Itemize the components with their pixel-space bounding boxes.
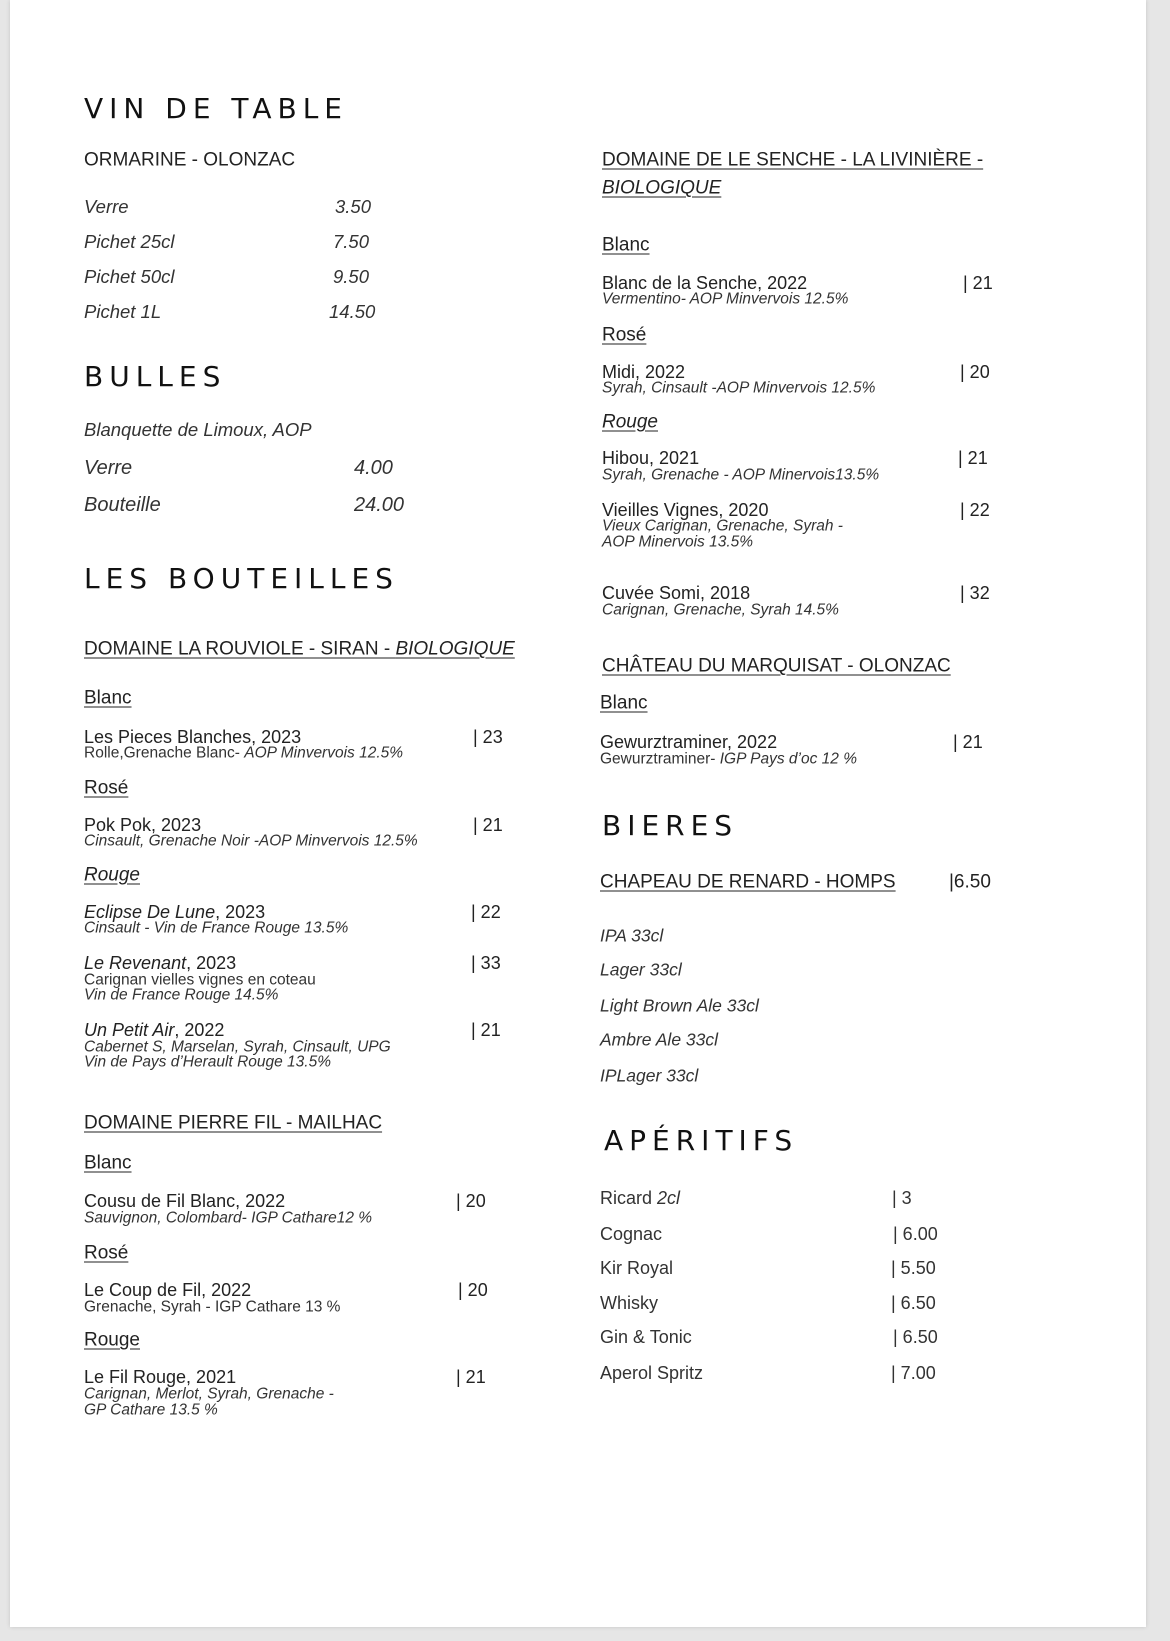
aperitif-price: | 5.50 xyxy=(891,1258,936,1278)
organic-tag: BIOLOGIQUE xyxy=(395,638,515,660)
serving-label: Verre xyxy=(84,457,133,479)
wine-name: Gewurztraminer, 2022 xyxy=(600,732,778,752)
wine-price: | 23 xyxy=(473,727,503,747)
wine-name: Blanc de la Senche, 2022 xyxy=(602,273,808,293)
wine-details: Vin de Pays d’Herault Rouge 13.5% xyxy=(84,1053,332,1071)
serving-price: 24.00 xyxy=(354,494,405,516)
wine-name xyxy=(84,954,236,972)
category-blanc: Blanc xyxy=(84,687,132,709)
beer-item: IPA 33cl xyxy=(600,925,664,946)
appellation: AOP Minvervois 12.5% xyxy=(244,744,404,762)
wine-price: | 22 xyxy=(960,500,990,520)
wine-details: Carignan, Grenache, Syrah 14.5% xyxy=(602,601,839,619)
wine-details: Cinsault - Vin de France Rouge 13.5% xyxy=(84,919,349,937)
wine-vintage: , 2022 xyxy=(174,1020,225,1040)
wine-price: | 20 xyxy=(458,1280,488,1300)
aperitif-price: | 7.00 xyxy=(891,1363,936,1383)
wine-price: | 21 xyxy=(456,1367,486,1387)
serving-label: Pichet 50cl xyxy=(84,265,175,287)
wine-name: Blanquette de Limoux, AOP xyxy=(84,418,312,440)
wine-price: | 22 xyxy=(471,902,501,922)
aperitif-label: Whisky xyxy=(600,1293,658,1313)
serving-label: Verre xyxy=(84,195,129,217)
aperitif-label: Kir Royal xyxy=(600,1258,674,1278)
wine-details: Syrah, Grenache - AOP Minervois13.5% xyxy=(602,466,880,484)
aperitif-label: Aperol Spritz xyxy=(600,1363,704,1383)
grapes: Gewurztraminer- xyxy=(600,750,720,768)
wine-name: Les Pieces Blanches, 2023 xyxy=(84,727,302,747)
beer-item: IPLager 33cl xyxy=(600,1065,699,1086)
wine-vintage: , 2023 xyxy=(215,902,266,922)
wine-name: Pok Pok, 2023 xyxy=(84,815,202,835)
beer-item: Light Brown Ale 33cl xyxy=(600,995,759,1016)
serving-label: Pichet 1L xyxy=(84,300,162,322)
wine-name: Cousu de Fil Blanc, 2022 xyxy=(84,1191,286,1211)
wine-details: Syrah, Cinsault -AOP Minvervois 12.5% xyxy=(602,379,876,397)
section-title-aperitifs: APÉRITIFS xyxy=(604,1124,799,1157)
wine-name: Le Coup de Fil, 2022 xyxy=(84,1280,252,1300)
grapes: Rolle,Grenache Blanc- xyxy=(84,744,245,762)
wine-title: Un Petit Air xyxy=(84,1020,175,1040)
aperitif-label: Gin & Tonic xyxy=(600,1327,692,1347)
aperitif-label: Ricard xyxy=(600,1188,658,1208)
aperitif-price: | 6.00 xyxy=(893,1224,938,1244)
appellation: IGP Pays d’oc 12 % xyxy=(719,750,857,768)
serving-price: 9.50 xyxy=(333,265,370,287)
domain-name: DOMAINE LA ROUVIOLE - SIRAN - xyxy=(84,638,396,660)
section-title-vin-de-table: VIN DE TABLE xyxy=(84,92,348,125)
section-title-bulles: BULLES xyxy=(84,360,227,393)
serving-price: 4.00 xyxy=(354,457,393,479)
wine-price: | 21 xyxy=(471,1020,501,1040)
wine-price: | 33 xyxy=(471,953,501,973)
aperitif-price: | 3 xyxy=(892,1188,912,1208)
beer-price: |6.50 xyxy=(949,871,991,893)
category-rouge: Rouge xyxy=(84,1329,140,1351)
wine-details xyxy=(600,751,857,767)
serving-label: Pichet 25cl xyxy=(84,230,175,252)
wine-name: Midi, 2022 xyxy=(602,362,686,382)
aperitif-price: | 6.50 xyxy=(891,1293,936,1313)
wine-details: Sauvignon, Colombard- IGP Cathare12 % xyxy=(84,1209,373,1227)
domain-heading-pierre-fil: DOMAINE PIERRE FIL - MAILHAC xyxy=(84,1112,383,1134)
wine-price: | 21 xyxy=(953,732,983,752)
wine-vintage: , 2023 xyxy=(186,953,237,973)
wine-name: Cuvée Somi, 2018 xyxy=(602,583,751,603)
aperitif-price: | 6.50 xyxy=(893,1327,938,1347)
wine-details: Cabernet S, Marselan, Syrah, Cinsault, UPG xyxy=(84,1038,391,1056)
category-blanc: Blanc xyxy=(84,1152,132,1174)
wine-name: Hibou, 2021 xyxy=(602,448,700,468)
aperitif-item xyxy=(600,1189,680,1207)
wine-details: GP Cathare 13.5 % xyxy=(84,1401,218,1419)
wine-details xyxy=(84,745,403,761)
serving-price: 7.50 xyxy=(333,230,370,252)
category-rose: Rosé xyxy=(84,777,129,799)
domain-heading-rouviole xyxy=(84,640,515,659)
section-title-bieres: BIERES xyxy=(602,809,739,842)
aperitif-label: Cognac xyxy=(600,1224,663,1244)
producer-name: ORMARINE - OLONZAC xyxy=(84,149,296,171)
wine-price: | 20 xyxy=(960,362,990,382)
wine-name: Le Fil Rouge, 2021 xyxy=(84,1367,237,1387)
wine-details: AOP Minervois 13.5% xyxy=(602,533,754,551)
wine-details: Cinsault, Grenache Noir -AOP Minvervois 12.5% xyxy=(84,832,418,850)
section-title-bouteilles: LES BOUTEILLES xyxy=(84,562,399,595)
brewery-name: CHAPEAU DE RENARD - HOMPS xyxy=(600,871,896,893)
category-rouge: Rouge xyxy=(84,864,140,886)
category-rose: Rosé xyxy=(602,324,647,346)
serving-price: 3.50 xyxy=(335,195,372,217)
beer-item: Ambre Ale 33cl xyxy=(600,1029,719,1050)
wine-price: | 21 xyxy=(963,273,993,293)
beer-item: Lager 33cl xyxy=(600,959,682,980)
category-rose: Rosé xyxy=(84,1242,129,1264)
wine-price: | 21 xyxy=(958,448,988,468)
wine-name xyxy=(84,1021,224,1039)
wine-price: | 32 xyxy=(960,583,990,603)
wine-price: | 21 xyxy=(473,815,503,835)
wine-title: Eclipse De Lune xyxy=(84,902,216,922)
domain-heading-marquisat: CHÂTEAU DU MARQUISAT - OLONZAC xyxy=(602,655,951,677)
wine-title: Le Revenant xyxy=(84,953,187,973)
domain-heading-senche: DOMAINE DE LE SENCHE - LA LIVINIÈRE - xyxy=(602,149,984,171)
category-rouge: Rouge xyxy=(602,411,658,433)
wine-details: Vermentino- AOP Minvervois 12.5% xyxy=(602,290,849,308)
organic-tag: BIOLOGIQUE xyxy=(602,177,722,199)
wine-details: Vieux Carignan, Grenache, Syrah - xyxy=(602,517,843,535)
wine-details: Carignan vielles vignes en coteau xyxy=(84,971,316,989)
serving-label: Bouteille xyxy=(84,494,161,516)
aperitif-note: 2cl xyxy=(657,1188,681,1208)
wine-details: Vin de France Rouge 14.5% xyxy=(84,986,279,1004)
wine-name: Vieilles Vignes, 2020 xyxy=(602,500,769,520)
wine-price: | 20 xyxy=(456,1191,486,1211)
wine-details: Grenache, Syrah - IGP Cathare 13 % xyxy=(84,1298,341,1316)
wine-details: Carignan, Merlot, Syrah, Grenache - xyxy=(84,1385,334,1403)
category-blanc: Blanc xyxy=(602,234,650,256)
category-blanc: Blanc xyxy=(600,692,648,714)
serving-price: 14.50 xyxy=(329,300,376,322)
